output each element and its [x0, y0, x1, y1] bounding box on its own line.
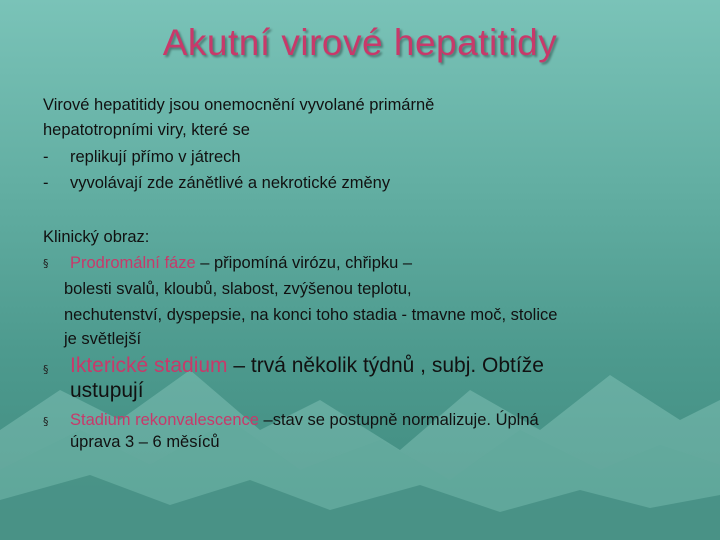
phase2-line-2: ustupují [70, 379, 144, 402]
phase1-rest: – připomíná virózu, chřipku – [195, 254, 413, 272]
phase2-term: Ikterické stadium [70, 354, 228, 377]
clinical-heading: Klinický obraz: [43, 228, 150, 246]
dash-marker: - [43, 174, 49, 192]
bullet-icon: § [43, 363, 49, 376]
phase1-line-1 [70, 252, 412, 274]
phase3-term: Stadium rekonvalescence [70, 411, 259, 429]
dash-marker: - [43, 148, 49, 166]
phase1-line-2: bolesti svalů, kloubů, slabost, zvýšenou teplotu, [64, 280, 412, 298]
dash-item-2: vyvolávají zde zánětlivé a nekrotické změny [70, 174, 391, 192]
intro-line-2: hepatotropními viry, které se [43, 121, 250, 139]
intro-line-1: Virové hepatitidy jsou onemocnění vyvolané primárně [43, 96, 435, 114]
phase1-line-4: je světlejší [64, 330, 142, 348]
slide-title: Akutní virové hepatitidy [162, 22, 558, 63]
dash-item-1: replikují přímo v játrech [70, 148, 241, 166]
phase1-line-3: nechutenství, dyspepsie, na konci toho stadia - tmavne moč, stolice [64, 306, 558, 324]
phase3-line-2: úprava 3 – 6 měsíců [70, 433, 220, 451]
phase2-rest: – trvá několik týdnů , subj. Obtíže [227, 354, 544, 377]
bullet-icon: § [43, 257, 49, 270]
phase2-line-1 [70, 353, 544, 379]
phase1-term: Prodromální fáze [70, 254, 196, 272]
bullet-icon: § [43, 415, 49, 428]
phase3-line-1 [70, 409, 539, 431]
phase3-rest: –stav se postupně normalizuje. Úplná [258, 411, 539, 429]
